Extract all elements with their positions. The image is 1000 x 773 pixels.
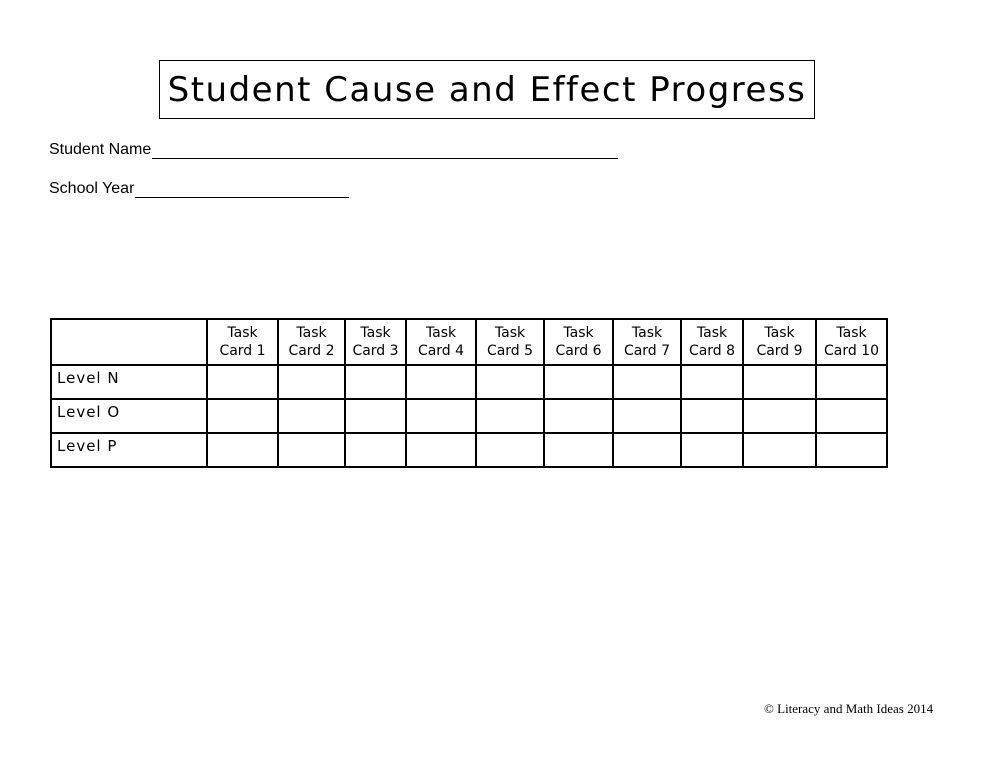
column-header-task-card-8: Task Card 8 — [681, 319, 743, 365]
table-cell[interactable] — [613, 433, 681, 467]
table-row-level-n — [51, 365, 887, 399]
school-year-blank-line[interactable] — [135, 183, 349, 198]
table-cell[interactable] — [406, 433, 476, 467]
page-title: Student Cause and Effect Progress — [167, 69, 807, 110]
table-cell[interactable] — [278, 365, 345, 399]
table-cell[interactable] — [613, 365, 681, 399]
table-cell[interactable] — [743, 399, 816, 433]
column-header-task-card-1: Task Card 1 — [207, 319, 278, 365]
table-cell[interactable] — [278, 433, 345, 467]
table-cell[interactable] — [345, 365, 406, 399]
table-cell[interactable] — [476, 365, 544, 399]
table-cell[interactable] — [743, 365, 816, 399]
table-corner-cell — [51, 319, 207, 365]
table-cell[interactable] — [476, 399, 544, 433]
column-header-task-card-5: Task Card 5 — [476, 319, 544, 365]
table-cell[interactable] — [207, 365, 278, 399]
table-cell[interactable] — [207, 433, 278, 467]
table-cell[interactable] — [406, 365, 476, 399]
table-row-level-o — [51, 399, 887, 433]
table-header-row — [51, 319, 887, 365]
student-name-blank-line[interactable] — [152, 144, 618, 159]
column-header-task-card-9: Task Card 9 — [743, 319, 816, 365]
row-label-level-p: Level P — [51, 433, 207, 467]
school-year-field[interactable] — [49, 180, 349, 198]
table-cell[interactable] — [345, 399, 406, 433]
column-header-task-card-7: Task Card 7 — [613, 319, 681, 365]
column-header-task-card-2: Task Card 2 — [278, 319, 345, 365]
title-box — [159, 60, 815, 119]
table-cell[interactable] — [816, 365, 887, 399]
table-cell[interactable] — [207, 399, 278, 433]
column-header-task-card-4: Task Card 4 — [406, 319, 476, 365]
table-cell[interactable] — [345, 433, 406, 467]
column-header-task-card-3: Task Card 3 — [345, 319, 406, 365]
table-cell[interactable] — [476, 433, 544, 467]
table-cell[interactable] — [544, 433, 613, 467]
table-row-level-p — [51, 433, 887, 467]
table-cell[interactable] — [681, 399, 743, 433]
row-label-level-o: Level O — [51, 399, 207, 433]
row-label-level-n: Level N — [51, 365, 207, 399]
copyright-notice: © Literacy and Math Ideas 2014 — [764, 701, 934, 716]
student-name-field[interactable] — [49, 141, 618, 159]
school-year-label: School Year — [49, 180, 135, 197]
column-header-task-card-10: Task Card 10 — [816, 319, 887, 365]
table-cell[interactable] — [681, 365, 743, 399]
table-cell[interactable] — [816, 433, 887, 467]
progress-table — [50, 318, 888, 468]
table-cell[interactable] — [743, 433, 816, 467]
table-cell[interactable] — [278, 399, 345, 433]
student-name-label: Student Name — [49, 141, 152, 158]
table-cell[interactable] — [544, 365, 613, 399]
table-cell[interactable] — [544, 399, 613, 433]
table-cell[interactable] — [406, 399, 476, 433]
table-cell[interactable] — [816, 399, 887, 433]
table-cell[interactable] — [613, 399, 681, 433]
column-header-task-card-6: Task Card 6 — [544, 319, 613, 365]
table-cell[interactable] — [681, 433, 743, 467]
